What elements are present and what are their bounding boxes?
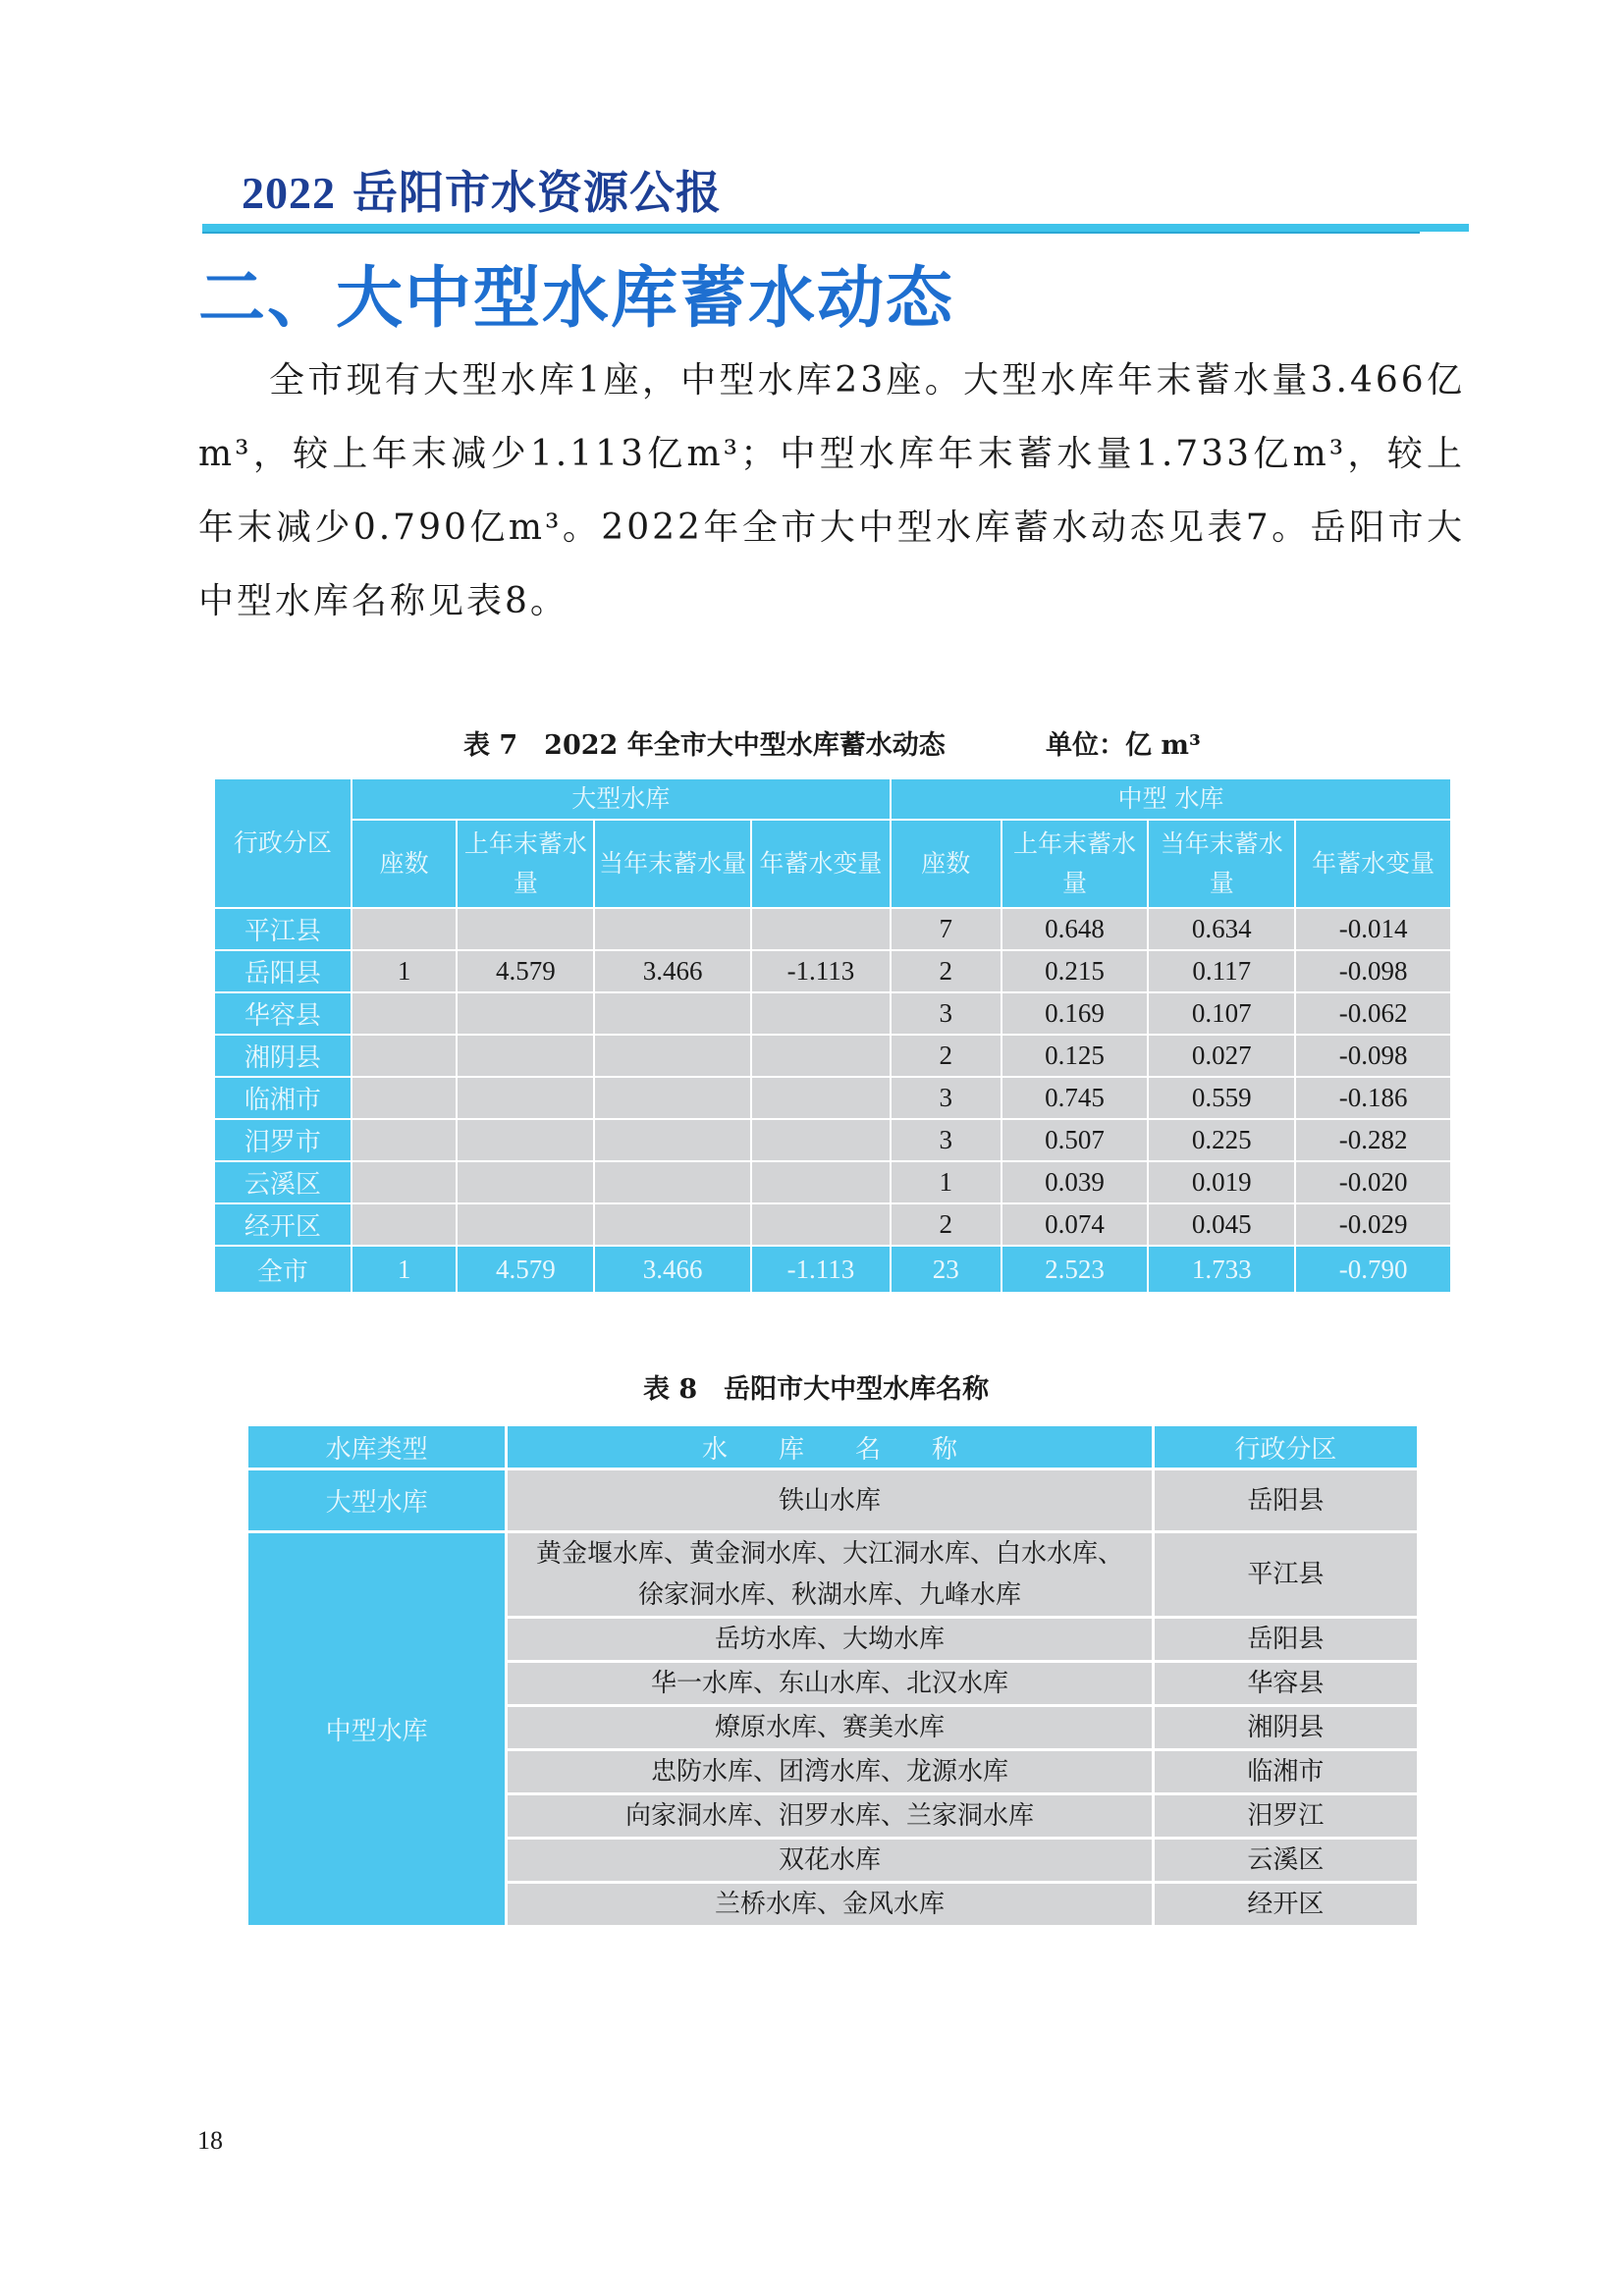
page-number: 18 [197,2126,223,2155]
table7-cell: -0.029 [1295,1203,1451,1246]
table8-region-cell: 湘阴县 [1153,1706,1418,1750]
table7-cell: 2 [891,950,1001,992]
table7-cell: 0.225 [1148,1119,1295,1161]
table7-cell [751,1161,891,1203]
table7-cell: 2 [891,1203,1001,1246]
table7-row [214,992,1451,1035]
table7-cell: 0.107 [1148,992,1295,1035]
table7-body [214,908,1451,1246]
table7-cell [594,1161,751,1203]
table7-cell [352,1203,458,1246]
table7-header-medium-count: 座数 [891,820,1001,908]
table8-region-cell: 岳阳县 [1153,1469,1418,1532]
table7-row-label: 汨罗市 [214,1119,352,1161]
header-rule [202,224,1469,232]
body-text: 全市现有大型水库1座，中型水库23座。大型水库年末蓄水量3.466亿m³，较上年末减少1.113亿m³；中型水库年末蓄水量1.733亿m³，较上年末减少0.790亿m³。2022年全市大中型水库蓄水动态见表7。岳阳市大中型水库名称见表8。 [198,360,1465,621]
table7-header-region: 行政分区 [214,778,352,908]
table8-names-cell: 忠防水库、团湾水库、龙源水库 [507,1750,1153,1794]
table7-cell [457,1161,594,1203]
table7-unit: 单位：亿 m³ [1046,730,1201,761]
table8-region-cell: 华容县 [1153,1662,1418,1706]
table8-type-medium: 中型水库 [247,1532,507,1927]
table7-row [214,1035,1451,1077]
table8 [245,1423,1420,1928]
table8-region-cell: 岳阳县 [1153,1618,1418,1662]
table7 [213,777,1452,1294]
table7-cell: -1.113 [751,1246,891,1293]
table8-names-cell: 燎原水库、赛美水库 [507,1706,1153,1750]
table7-header-large-prev: 上年末蓄水量 [457,820,594,908]
table7-row-label: 岳阳县 [214,950,352,992]
table7-cell: 23 [891,1246,1001,1293]
table7-cell: -0.062 [1295,992,1451,1035]
table7-cell [751,1035,891,1077]
table7-cell: 0.074 [1001,1203,1149,1246]
table7-cell [594,1035,751,1077]
header-title [242,157,722,222]
table7-cell: 2 [891,1035,1001,1077]
table7-cell [594,908,751,950]
table7-cell: 0.169 [1001,992,1149,1035]
table7-cell: 1 [352,950,458,992]
table7-cell: 3.466 [594,1246,751,1293]
table7-cell [594,1203,751,1246]
table7-cell [457,1119,594,1161]
table7-cell [352,992,458,1035]
table8-names-cell: 岳坊水库、大坳水库 [507,1618,1153,1662]
table7-row [214,1077,1451,1119]
table7-caption: 表 7 2022 年全市大中型水库蓄水动态 [463,730,946,761]
table7-cell: -0.014 [1295,908,1451,950]
table7-header-medium: 中型 水库 [891,778,1451,820]
table7-row-label: 湘阴县 [214,1035,352,1077]
table7-row [214,1161,1451,1203]
table7-header-large-count: 座数 [352,820,458,908]
table7-cell: -0.790 [1295,1246,1451,1293]
table7-header-medium-prev: 上年末蓄水量 [1001,820,1149,908]
table7-cell: 3 [891,1077,1001,1119]
table7-row-label: 平江县 [214,908,352,950]
table7-cell [457,1077,594,1119]
table7-cell [751,992,891,1035]
table7-cell: 0.125 [1001,1035,1149,1077]
table8-header-type: 水库类型 [247,1425,507,1469]
table7-cell: -0.020 [1295,1161,1451,1203]
table7-cell: 4.579 [457,950,594,992]
table7-cell [594,1077,751,1119]
table7-cell: -0.282 [1295,1119,1451,1161]
table7-cell: 0.559 [1148,1077,1295,1119]
header-title-text: 岳阳市水资源公报 [352,166,723,219]
table7-cell: -1.113 [751,950,891,992]
table7-cell: 0.648 [1001,908,1149,950]
header-rule-accent [202,232,1420,234]
table7-cell [352,908,458,950]
table7-header-medium-curr: 当年末蓄水量 [1148,820,1295,908]
table7-cell: -0.186 [1295,1077,1451,1119]
table7-cell: 3.466 [594,950,751,992]
table7-row [214,1203,1451,1246]
table7-cell: 0.507 [1001,1119,1149,1161]
table8-names-cell: 双花水库 [507,1839,1153,1883]
table7-cell [352,1161,458,1203]
table7-cell: 0.039 [1001,1161,1149,1203]
table7-cell [751,1077,891,1119]
table7-header-large-change: 年蓄水变量 [751,820,891,908]
table8-caption: 表 8 岳阳市大中型水库名称 [643,1374,990,1405]
table7-cell: 0.019 [1148,1161,1295,1203]
table8-header-names: 水 库 名 称 [507,1425,1153,1469]
table7-cell: 0.117 [1148,950,1295,992]
body-paragraph [198,344,1465,638]
table7-cell: 0.045 [1148,1203,1295,1246]
table7-cell [352,1077,458,1119]
section-title: 二、大中型水库蓄水动态 [198,260,955,338]
table7-cell [594,1119,751,1161]
table7-row-label: 经开区 [214,1203,352,1246]
table7-row-label: 临湘市 [214,1077,352,1119]
table8-names-cell: 铁山水库 [507,1469,1153,1532]
table8-region-cell: 汨罗江 [1153,1794,1418,1839]
table7-cell: 0.027 [1148,1035,1295,1077]
table7-cell: 7 [891,908,1001,950]
table7-cell: 3 [891,992,1001,1035]
table8-names-cell: 黄金堰水库、黄金洞水库、大江洞水库、白水水库、徐家洞水库、秋湖水库、九峰水库 [507,1532,1153,1618]
table8-body [247,1532,1419,1927]
table7-cell: 1.733 [1148,1246,1295,1293]
table7-cell: 1 [891,1161,1001,1203]
table7-cell: -0.098 [1295,1035,1451,1077]
table8-region-cell: 经开区 [1153,1883,1418,1927]
table7-cell [457,992,594,1035]
table7-cell: -0.098 [1295,950,1451,992]
table8-region-cell: 临湘市 [1153,1750,1418,1794]
table7-cell [751,908,891,950]
table8-names-cell: 华一水库、东山水库、北汉水库 [507,1662,1153,1706]
table7-cell: 3 [891,1119,1001,1161]
table7-row [214,1119,1451,1161]
table7-cell [352,1119,458,1161]
table7-row [214,908,1451,950]
table7-cell [594,992,751,1035]
table7-row-label: 华容县 [214,992,352,1035]
table7-cell [751,1203,891,1246]
table7-row-label: 云溪区 [214,1161,352,1203]
table7-cell: 2.523 [1001,1246,1149,1293]
table7-header-large-curr: 当年末蓄水量 [594,820,751,908]
table7-cell [457,1035,594,1077]
header-year: 2022 [242,168,336,218]
table7-header-large: 大型水库 [352,778,891,820]
table8-header-region: 行政分区 [1153,1425,1418,1469]
table8-names-cell: 兰桥水库、金风水库 [507,1883,1153,1927]
table7-row [214,950,1451,992]
table7-cell: 0.745 [1001,1077,1149,1119]
table7-header-medium-change: 年蓄水变量 [1295,820,1451,908]
table7-cell: 0.215 [1001,950,1149,992]
table8-names-cell: 向家洞水库、汨罗水库、兰家洞水库 [507,1794,1153,1839]
table8-region-cell: 平江县 [1153,1532,1418,1618]
table7-cell [457,1203,594,1246]
table7-cell: 4.579 [457,1246,594,1293]
table7-cell: 0.634 [1148,908,1295,950]
table7-cell: 1 [352,1246,458,1293]
table7-total-label: 全市 [214,1246,352,1293]
table7-cell [352,1035,458,1077]
table7-cell [457,908,594,950]
table8-region-cell: 云溪区 [1153,1839,1418,1883]
table7-cell [751,1119,891,1161]
table8-type-large: 大型水库 [247,1469,507,1532]
table7-total-row [214,1246,1451,1293]
